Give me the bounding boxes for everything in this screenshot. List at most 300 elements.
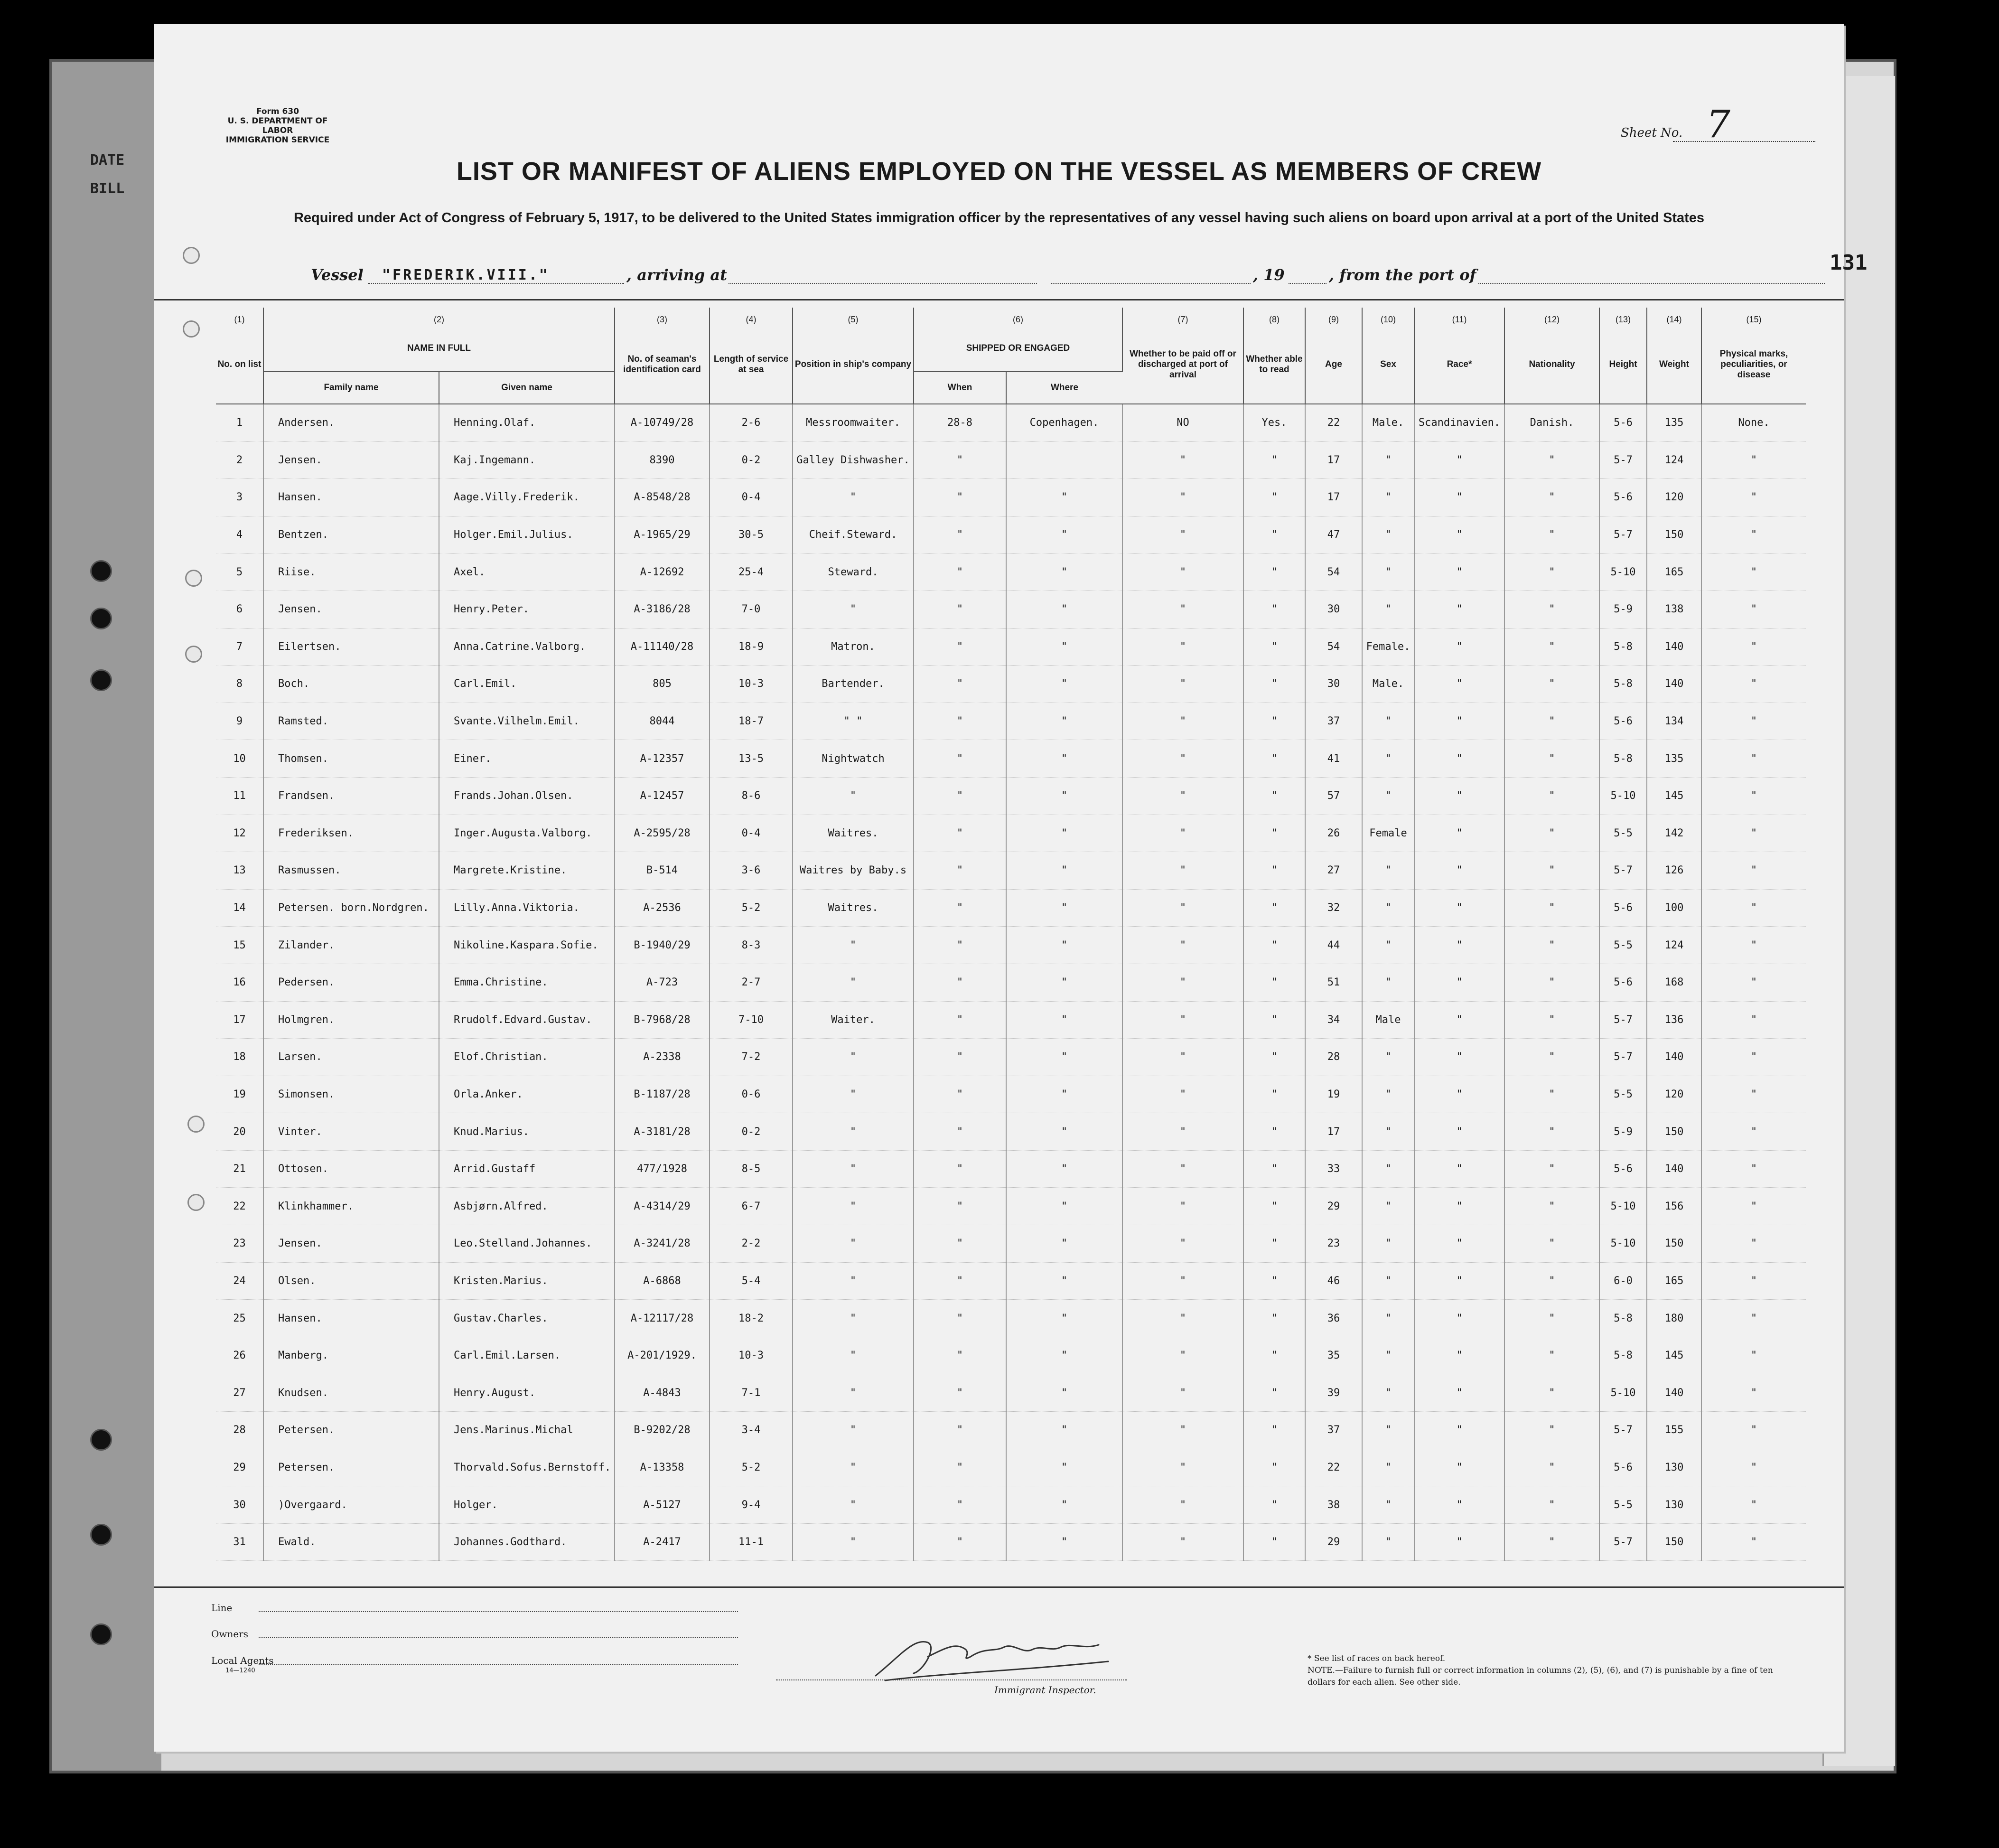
strip-stamp-date: DATE (90, 152, 125, 169)
cell-race: " (1414, 479, 1504, 516)
cell-shipped-where: " (1006, 740, 1122, 778)
cell-family-name: Olsen. (263, 1262, 439, 1300)
table-row (216, 777, 1806, 815)
cell-id-card-number: A-11140/28 (615, 628, 710, 666)
cell-weight: 165 (1647, 1262, 1701, 1300)
cell-shipped-when: " (914, 441, 1006, 479)
cell-nationality: " (1504, 852, 1599, 890)
cell-given-name: Arrid.Gustaff (439, 1150, 615, 1188)
cell-nationality: " (1504, 1523, 1599, 1561)
cell-shipped-when: " (914, 927, 1006, 964)
cell-physical-marks: " (1701, 1337, 1806, 1374)
col-num-13: (13) (1599, 308, 1647, 326)
cell-nationality: " (1504, 1188, 1599, 1225)
cell-paid-off: " (1122, 1150, 1243, 1188)
cell-able-to-read: " (1243, 516, 1305, 553)
cell-service-length: 0-2 (710, 1113, 793, 1151)
col-num-8: (8) (1243, 308, 1305, 326)
cell-given-name: Emma.Christine. (439, 964, 615, 1001)
cell-weight: 150 (1647, 1113, 1701, 1151)
cell-row-number: 23 (216, 1225, 263, 1263)
cell-age: 28 (1305, 1039, 1362, 1076)
binding-hole (90, 560, 112, 582)
cell-paid-off: " (1122, 479, 1243, 516)
cell-age: 33 (1305, 1150, 1362, 1188)
cell-given-name: Knud.Marius. (439, 1113, 615, 1151)
cell-id-card-number: A-3241/28 (615, 1225, 710, 1263)
crew-manifest-table (216, 308, 1806, 1561)
cell-sex: Male. (1362, 404, 1414, 441)
cell-sex: " (1362, 1225, 1414, 1263)
cell-age: 54 (1305, 628, 1362, 666)
cell-family-name: Bentzen. (263, 516, 439, 553)
cell-shipped-where: " (1006, 1188, 1122, 1225)
cell-weight: 142 (1647, 815, 1701, 852)
cell-nationality: " (1504, 1113, 1599, 1151)
cell-race: " (1414, 740, 1504, 778)
cell-nationality: " (1504, 1449, 1599, 1486)
cell-paid-off: " (1122, 777, 1243, 815)
cell-family-name: Hansen. (263, 479, 439, 516)
cell-shipped-where: " (1006, 591, 1122, 628)
cell-sex: Male (1362, 1001, 1414, 1039)
cell-id-card-number: A-12117/28 (615, 1300, 710, 1337)
cell-race: " (1414, 628, 1504, 666)
cell-shipped-when: " (914, 1412, 1006, 1449)
cell-nationality: " (1504, 927, 1599, 964)
cell-weight: 120 (1647, 1076, 1701, 1113)
cell-shipped-when: " (914, 666, 1006, 703)
cell-shipped-where: " (1006, 1225, 1122, 1263)
cell-sex: " (1362, 1039, 1414, 1076)
cell-service-length: 18-7 (710, 703, 793, 740)
cell-nationality: " (1504, 628, 1599, 666)
cell-shipped-where: " (1006, 479, 1122, 516)
cell-id-card-number: A-4314/29 (615, 1188, 710, 1225)
document-title: LIST OR MANIFEST OF ALIENS EMPLOYED ON THE VESSEL AS MEMBERS OF CREW (456, 157, 1542, 186)
cell-family-name: Thomsen. (263, 740, 439, 778)
cell-paid-off: " (1122, 666, 1243, 703)
cell-height: 5-8 (1599, 1337, 1647, 1374)
cell-shipped-when: " (914, 1262, 1006, 1300)
cell-paid-off: " (1122, 1262, 1243, 1300)
cell-physical-marks: " (1701, 1076, 1806, 1113)
cell-paid-off: " (1122, 1337, 1243, 1374)
cell-physical-marks: " (1701, 1188, 1806, 1225)
cell-row-number: 12 (216, 815, 263, 852)
cell-height: 5-7 (1599, 441, 1647, 479)
cell-shipped-where: " (1006, 815, 1122, 852)
cell-weight: 150 (1647, 516, 1701, 553)
header-weight: Weight (1647, 326, 1701, 404)
cell-race: " (1414, 1262, 1504, 1300)
col-num-4: (4) (710, 308, 793, 326)
cell-able-to-read: " (1243, 1113, 1305, 1151)
cell-physical-marks: " (1701, 441, 1806, 479)
cell-given-name: Nikoline.Kaspara.Sofie. (439, 927, 615, 964)
cell-id-card-number: 805 (615, 666, 710, 703)
cell-paid-off: NO (1122, 404, 1243, 441)
cell-able-to-read: " (1243, 1374, 1305, 1412)
cell-height: 5-5 (1599, 927, 1647, 964)
cell-height: 5-6 (1599, 1449, 1647, 1486)
cell-shipped-when: " (914, 815, 1006, 852)
table-row (216, 1225, 1806, 1263)
header-nationality: Nationality (1504, 326, 1599, 404)
cell-weight: 150 (1647, 1225, 1701, 1263)
cell-family-name: Ottosen. (263, 1150, 439, 1188)
cell-race: " (1414, 1225, 1504, 1263)
cell-given-name: Frands.Johan.Olsen. (439, 777, 615, 815)
col-num-3: (3) (615, 308, 710, 326)
cell-id-card-number: A-10749/28 (615, 404, 710, 441)
header-physical-marks: Physical marks, peculiarities, or disease (1701, 326, 1806, 404)
cell-id-card-number: A-8548/28 (615, 479, 710, 516)
cell-ship-position: " (793, 1523, 914, 1561)
cell-shipped-where: " (1006, 1113, 1122, 1151)
cell-given-name: Henry.August. (439, 1374, 615, 1412)
cell-age: 36 (1305, 1300, 1362, 1337)
cell-shipped-where: " (1006, 1150, 1122, 1188)
cell-given-name: Gustav.Charles. (439, 1300, 615, 1337)
header-length-service: Length of service at sea (710, 326, 793, 404)
punch-ring (185, 646, 202, 663)
cell-family-name: Larsen. (263, 1039, 439, 1076)
cell-ship-position: " (793, 1225, 914, 1263)
cell-age: 46 (1305, 1262, 1362, 1300)
cell-race: " (1414, 927, 1504, 964)
local-agents-label: Local Agents (211, 1655, 274, 1666)
cell-sex: " (1362, 740, 1414, 778)
col-num-15: (15) (1746, 315, 1762, 324)
cell-weight: 135 (1647, 404, 1701, 441)
cell-ship-position: Cheif.Steward. (793, 516, 914, 553)
cell-able-to-read: " (1243, 852, 1305, 890)
cell-ship-position: Waitres by Baby.s (793, 852, 914, 890)
table-row (216, 553, 1806, 591)
cell-age: 32 (1305, 889, 1362, 927)
cell-ship-position: Messroomwaiter. (793, 404, 914, 441)
cell-shipped-where: " (1006, 852, 1122, 890)
cell-row-number: 3 (216, 479, 263, 516)
cell-able-to-read: " (1243, 740, 1305, 778)
cell-height: 5-5 (1599, 815, 1647, 852)
cell-weight: 140 (1647, 1039, 1701, 1076)
cell-row-number: 6 (216, 591, 263, 628)
cell-paid-off: " (1122, 553, 1243, 591)
cell-shipped-when: " (914, 1486, 1006, 1524)
cell-age: 17 (1305, 479, 1362, 516)
cell-weight: 165 (1647, 553, 1701, 591)
arriving-label: , arriving at (626, 266, 727, 284)
cell-weight: 134 (1647, 703, 1701, 740)
cell-family-name: Vinter. (263, 1113, 439, 1151)
cell-nationality: " (1504, 964, 1599, 1001)
cell-height: 5-10 (1599, 1188, 1647, 1225)
cell-race: " (1414, 1001, 1504, 1039)
col-num-12: (12) (1504, 308, 1599, 326)
cell-sex: " (1362, 1374, 1414, 1412)
cell-age: 37 (1305, 1412, 1362, 1449)
cell-nationality: " (1504, 1412, 1599, 1449)
table-row (216, 1300, 1806, 1337)
cell-given-name: Carl.Emil. (439, 666, 615, 703)
cell-sex: " (1362, 553, 1414, 591)
cell-age: 51 (1305, 964, 1362, 1001)
cell-id-card-number: A-3186/28 (615, 591, 710, 628)
cell-physical-marks: " (1701, 1523, 1806, 1561)
cell-sex: Female. (1362, 628, 1414, 666)
cell-shipped-where: " (1006, 964, 1122, 1001)
strip-stamp-bill: BILL (90, 180, 125, 197)
cell-nationality: " (1504, 1486, 1599, 1524)
punch-ring (187, 1194, 205, 1211)
cell-given-name: Elof.Christian. (439, 1039, 615, 1076)
cell-nationality: " (1504, 1076, 1599, 1113)
cell-family-name: Frandsen. (263, 777, 439, 815)
col-num-6: (6) (914, 308, 1122, 326)
cell-row-number: 28 (216, 1412, 263, 1449)
table-row (216, 441, 1806, 479)
cell-row-number: 29 (216, 1449, 263, 1486)
cell-age: 30 (1305, 591, 1362, 628)
cell-race: " (1414, 441, 1504, 479)
punch-ring (187, 1116, 205, 1133)
cell-family-name: Knudsen. (263, 1374, 439, 1412)
cell-physical-marks: " (1701, 1374, 1806, 1412)
cell-height: 5-7 (1599, 1001, 1647, 1039)
cell-row-number: 16 (216, 964, 263, 1001)
cell-physical-marks: " (1701, 516, 1806, 553)
cell-row-number: 2 (216, 441, 263, 479)
cell-nationality: " (1504, 553, 1599, 591)
cell-row-number: 21 (216, 1150, 263, 1188)
table-row (216, 703, 1806, 740)
cell-ship-position: " (793, 1374, 914, 1412)
table-row (216, 404, 1806, 441)
table-row (216, 1188, 1806, 1225)
vessel-label: Vessel (311, 266, 364, 284)
table-row (216, 516, 1806, 553)
cell-paid-off: " (1122, 441, 1243, 479)
col-num-1: (1) (216, 308, 263, 326)
cell-family-name: Riise. (263, 553, 439, 591)
cell-row-number: 1 (216, 404, 263, 441)
cell-family-name: Zilander. (263, 927, 439, 964)
cell-able-to-read: " (1243, 553, 1305, 591)
cell-sex: " (1362, 441, 1414, 479)
line-label: Line (211, 1602, 233, 1613)
cell-family-name: Petersen. born.Nordgren. (263, 889, 439, 927)
cell-able-to-read: " (1243, 1225, 1305, 1263)
cell-sex: " (1362, 591, 1414, 628)
cell-given-name: Svante.Vilhelm.Emil. (439, 703, 615, 740)
cell-shipped-where: " (1006, 1262, 1122, 1300)
table-row (216, 1262, 1806, 1300)
cell-nationality: " (1504, 1225, 1599, 1263)
form-identifier (216, 107, 339, 145)
header-position: Position in ship's company (793, 326, 914, 404)
cell-race: " (1414, 1076, 1504, 1113)
cell-ship-position: " " (793, 703, 914, 740)
header-height: Height (1599, 326, 1647, 404)
cell-shipped-when: " (914, 1001, 1006, 1039)
cell-ship-position: " (793, 927, 914, 964)
binding-hole (90, 669, 112, 691)
cell-race: Scandinavien. (1414, 404, 1504, 441)
cell-physical-marks: " (1701, 777, 1806, 815)
cell-weight: 100 (1647, 889, 1701, 927)
cell-race: " (1414, 1486, 1504, 1524)
cell-shipped-where: " (1006, 703, 1122, 740)
cell-service-length: 5-2 (710, 889, 793, 927)
punch-ring (183, 247, 200, 264)
cell-family-name: Jensen. (263, 591, 439, 628)
cell-physical-marks: " (1701, 479, 1806, 516)
cell-age: 19 (1305, 1076, 1362, 1113)
cell-race: " (1414, 1523, 1504, 1561)
cell-height: 5-7 (1599, 1523, 1647, 1561)
cell-weight: 168 (1647, 964, 1701, 1001)
cell-race: " (1414, 777, 1504, 815)
cell-able-to-read: " (1243, 1412, 1305, 1449)
cell-paid-off: " (1122, 889, 1243, 927)
cell-shipped-when: " (914, 1150, 1006, 1188)
cell-paid-off: " (1122, 1001, 1243, 1039)
cell-weight: 140 (1647, 1374, 1701, 1412)
page-number: 131 (1830, 251, 1868, 275)
cell-nationality: " (1504, 1039, 1599, 1076)
cell-weight: 140 (1647, 1150, 1701, 1188)
cell-ship-position: " (793, 1337, 914, 1374)
cell-family-name: Andersen. (263, 404, 439, 441)
cell-physical-marks: " (1701, 1486, 1806, 1524)
cell-ship-position: " (793, 1113, 914, 1151)
cell-shipped-where: " (1006, 1374, 1122, 1412)
cell-height: 5-6 (1599, 889, 1647, 927)
cell-nationality: " (1504, 516, 1599, 553)
cell-able-to-read: " (1243, 591, 1305, 628)
cell-sex: " (1362, 1076, 1414, 1113)
cell-service-length: 10-3 (710, 1337, 793, 1374)
cell-sex: " (1362, 927, 1414, 964)
cell-family-name: Boch. (263, 666, 439, 703)
cell-shipped-when: " (914, 479, 1006, 516)
cell-able-to-read: " (1243, 1076, 1305, 1113)
header-name-in-full: NAME IN FULL (263, 326, 615, 372)
cell-service-length: 10-3 (710, 666, 793, 703)
cell-physical-marks: " (1701, 852, 1806, 890)
cell-sex: " (1362, 1300, 1414, 1337)
cell-given-name: Leo.Stelland.Johannes. (439, 1225, 615, 1263)
cell-service-length: 5-2 (710, 1449, 793, 1486)
cell-height: 5-6 (1599, 404, 1647, 441)
cell-given-name: Jens.Marinus.Michal (439, 1412, 615, 1449)
cell-row-number: 18 (216, 1039, 263, 1076)
cell-row-number: 17 (216, 1001, 263, 1039)
cell-given-name: Lilly.Anna.Viktoria. (439, 889, 615, 927)
cell-row-number: 4 (216, 516, 263, 553)
header-row-top (216, 326, 1806, 372)
cell-family-name: Jensen. (263, 441, 439, 479)
cell-ship-position: " (793, 1449, 914, 1486)
footnote-block (1308, 1653, 1782, 1689)
cell-ship-position: Waitres. (793, 889, 914, 927)
cell-shipped-when: " (914, 553, 1006, 591)
cell-shipped-when: " (914, 1337, 1006, 1374)
cell-able-to-read: " (1243, 1039, 1305, 1076)
table-row (216, 964, 1806, 1001)
cell-row-number: 8 (216, 666, 263, 703)
cell-shipped-when: " (914, 1113, 1006, 1151)
cell-age: 29 (1305, 1188, 1362, 1225)
cell-id-card-number: A-3181/28 (615, 1113, 710, 1151)
cell-paid-off: " (1122, 1412, 1243, 1449)
col-num-7: (7) (1122, 308, 1243, 326)
cell-row-number: 10 (216, 740, 263, 778)
footnote-races: * See list of races on back hereof. (1308, 1654, 1446, 1663)
owners-label: Owners (211, 1628, 249, 1640)
cell-shipped-when: " (914, 1039, 1006, 1076)
cell-ship-position: Galley Dishwasher. (793, 441, 914, 479)
cell-height: 5-10 (1599, 1225, 1647, 1263)
table-row (216, 1039, 1806, 1076)
cell-ship-position: " (793, 1076, 914, 1113)
cell-paid-off: " (1122, 1076, 1243, 1113)
cell-id-card-number: B-514 (615, 852, 710, 890)
cell-sex: " (1362, 777, 1414, 815)
table-row (216, 628, 1806, 666)
cell-service-length: 2-6 (710, 404, 793, 441)
cell-height: 5-5 (1599, 1486, 1647, 1524)
cell-row-number: 11 (216, 777, 263, 815)
col-num-11: (11) (1414, 308, 1504, 326)
cell-ship-position: " (793, 964, 914, 1001)
header-sex: Sex (1362, 326, 1414, 404)
cell-service-length: 0-6 (710, 1076, 793, 1113)
cell-given-name: Rrudolf.Edvard.Gustav. (439, 1001, 615, 1039)
cell-age: 57 (1305, 777, 1362, 815)
cell-age: 37 (1305, 703, 1362, 740)
cell-row-number: 5 (216, 553, 263, 591)
cell-age: 38 (1305, 1486, 1362, 1524)
cell-family-name: Eilertsen. (263, 628, 439, 666)
cell-id-card-number: A-5127 (615, 1486, 710, 1524)
cell-id-card-number: A-12692 (615, 553, 710, 591)
cell-shipped-where: " (1006, 553, 1122, 591)
cell-age: 17 (1305, 1113, 1362, 1151)
cell-race: " (1414, 553, 1504, 591)
table-row (216, 927, 1806, 964)
cell-shipped-when: " (914, 1225, 1006, 1263)
cell-row-number: 26 (216, 1337, 263, 1374)
cell-race: " (1414, 1449, 1504, 1486)
cell-height: 5-8 (1599, 740, 1647, 778)
cell-age: 34 (1305, 1001, 1362, 1039)
cell-physical-marks: " (1701, 628, 1806, 666)
cell-physical-marks: " (1701, 1300, 1806, 1337)
cell-age: 41 (1305, 740, 1362, 778)
cell-family-name: Holmgren. (263, 1001, 439, 1039)
cell-given-name: Einer. (439, 740, 615, 778)
cell-paid-off: " (1122, 1039, 1243, 1076)
cell-family-name: Manberg. (263, 1337, 439, 1374)
cell-paid-off: " (1122, 1225, 1243, 1263)
manifest-rows (216, 404, 1806, 1561)
cell-able-to-read: Yes. (1243, 404, 1305, 441)
table-row (216, 1523, 1806, 1561)
cell-age: 26 (1305, 815, 1362, 852)
